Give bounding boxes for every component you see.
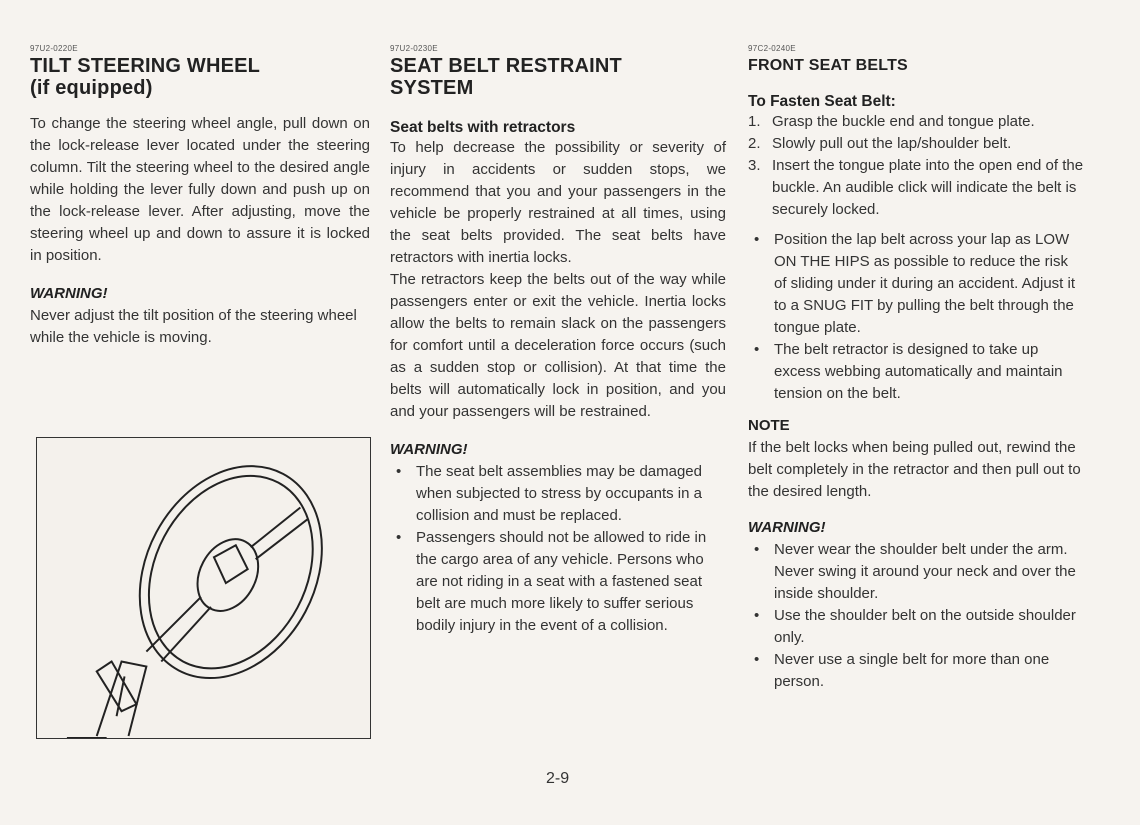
- paragraph-1: To help decrease the possibility or severity of injury in accidents or sudden stops, we recommend that you and your passengers in the vehicle be properly restrained at all times, using the seat belts provided. The seat belts have retractors with inertia locks.: [390, 139, 726, 266]
- warning-text: Never adjust the tilt position of the steering wheel while the vehicle is moving.: [30, 307, 357, 346]
- fasten-steps: [748, 111, 1084, 221]
- section-code: 97C2-0240E: [748, 44, 796, 53]
- note-text: If the belt locks when being pulled out, rewind the belt completely in the retractor and then pull out to the desired length.: [748, 439, 1081, 500]
- list-item: • The seat belt assemblies may be damaged when subjected to stress by occupants in a collision and must be replaced.: [396, 463, 702, 524]
- section-title: [30, 55, 370, 99]
- warning-label: WARNING!: [748, 519, 826, 536]
- warning-list: [390, 461, 726, 637]
- steering-wheel-drawing: [37, 438, 370, 738]
- tilt-instructions: To change the steering wheel angle, pull down on the lock-release lever located under the steering column. Tilt the steering wheel to the desired angle while holding the lever fully down and push up on the lock-release lever. After adjusting, move the steering wheel up and down to assure it is locked in position.: [30, 115, 370, 264]
- note-label: NOTE: [748, 417, 790, 434]
- warning-label: WARNING!: [30, 285, 108, 302]
- fasten-subheading: To Fasten Seat Belt:: [748, 93, 896, 110]
- section-title: FRONT SEAT BELTS: [748, 57, 908, 74]
- front-seat-belts-section: [748, 44, 1084, 693]
- page-number: 2-9: [546, 770, 570, 787]
- title-line-2: (if equipped): [30, 77, 153, 99]
- lap-belt-list: [748, 229, 1084, 405]
- list-item: • Never wear the shoulder belt under the arm. Never swing it around your neck and over the inside shoulder.: [754, 541, 1076, 602]
- warning-list: [748, 539, 1084, 693]
- title-line-1: SEAT BELT RESTRAINT: [390, 55, 622, 77]
- section-title: [390, 55, 726, 99]
- section-code: 97U2-0230E: [390, 44, 438, 53]
- warning-label: WARNING!: [390, 441, 468, 458]
- title-line-2: SYSTEM: [390, 77, 474, 99]
- list-item: • Use the shoulder belt on the outside shoulder only.: [754, 607, 1076, 646]
- list-item: 2. Slowly pull out the lap/shoulder belt.: [748, 135, 1012, 152]
- title-line-1: TILT STEERING WHEEL: [30, 55, 261, 77]
- list-item: • Passengers should not be allowed to ride in the cargo area of any vehicle. Persons who are not riding in a seat with a fastened seat belt are much more likely to suffer serious bodily injury in the event of a collision.: [396, 529, 707, 634]
- seat-belt-restraint-section: [390, 44, 726, 637]
- paragraph-2: The retractors keep the belts out of the way while passengers enter or exit the vehicle. Inertia locks allow the belts to remain slack on the passengers for comfort until a deceleration force occurs (such as a sudden stop or collision). At that time the belts will automatically lock in position, and you and your passengers will be restrained.: [390, 271, 726, 420]
- tilt-steering-section: [30, 44, 370, 349]
- list-item: • Never use a single belt for more than one person.: [754, 651, 1050, 690]
- steering-wheel-illustration: [36, 437, 371, 739]
- retractors-subheading: Seat belts with retractors: [390, 119, 576, 136]
- list-item: • Position the lap belt across your lap as LOW ON THE HIPS as possible to reduce the risk of sliding under it during an accident. Adjust it to a SNUG FIT by pulling the belt through the tongue plate.: [754, 231, 1076, 336]
- list-item: 3. Insert the tongue plate into the open end of the buckle. An audible click will indicate the belt is securely locked.: [748, 157, 1084, 218]
- list-item: • The belt retractor is designed to take up excess webbing automatically and maintain tension on the belt.: [754, 341, 1063, 402]
- list-item: 1. Grasp the buckle end and tongue plate.: [748, 113, 1035, 130]
- section-code: 97U2-0220E: [30, 44, 78, 53]
